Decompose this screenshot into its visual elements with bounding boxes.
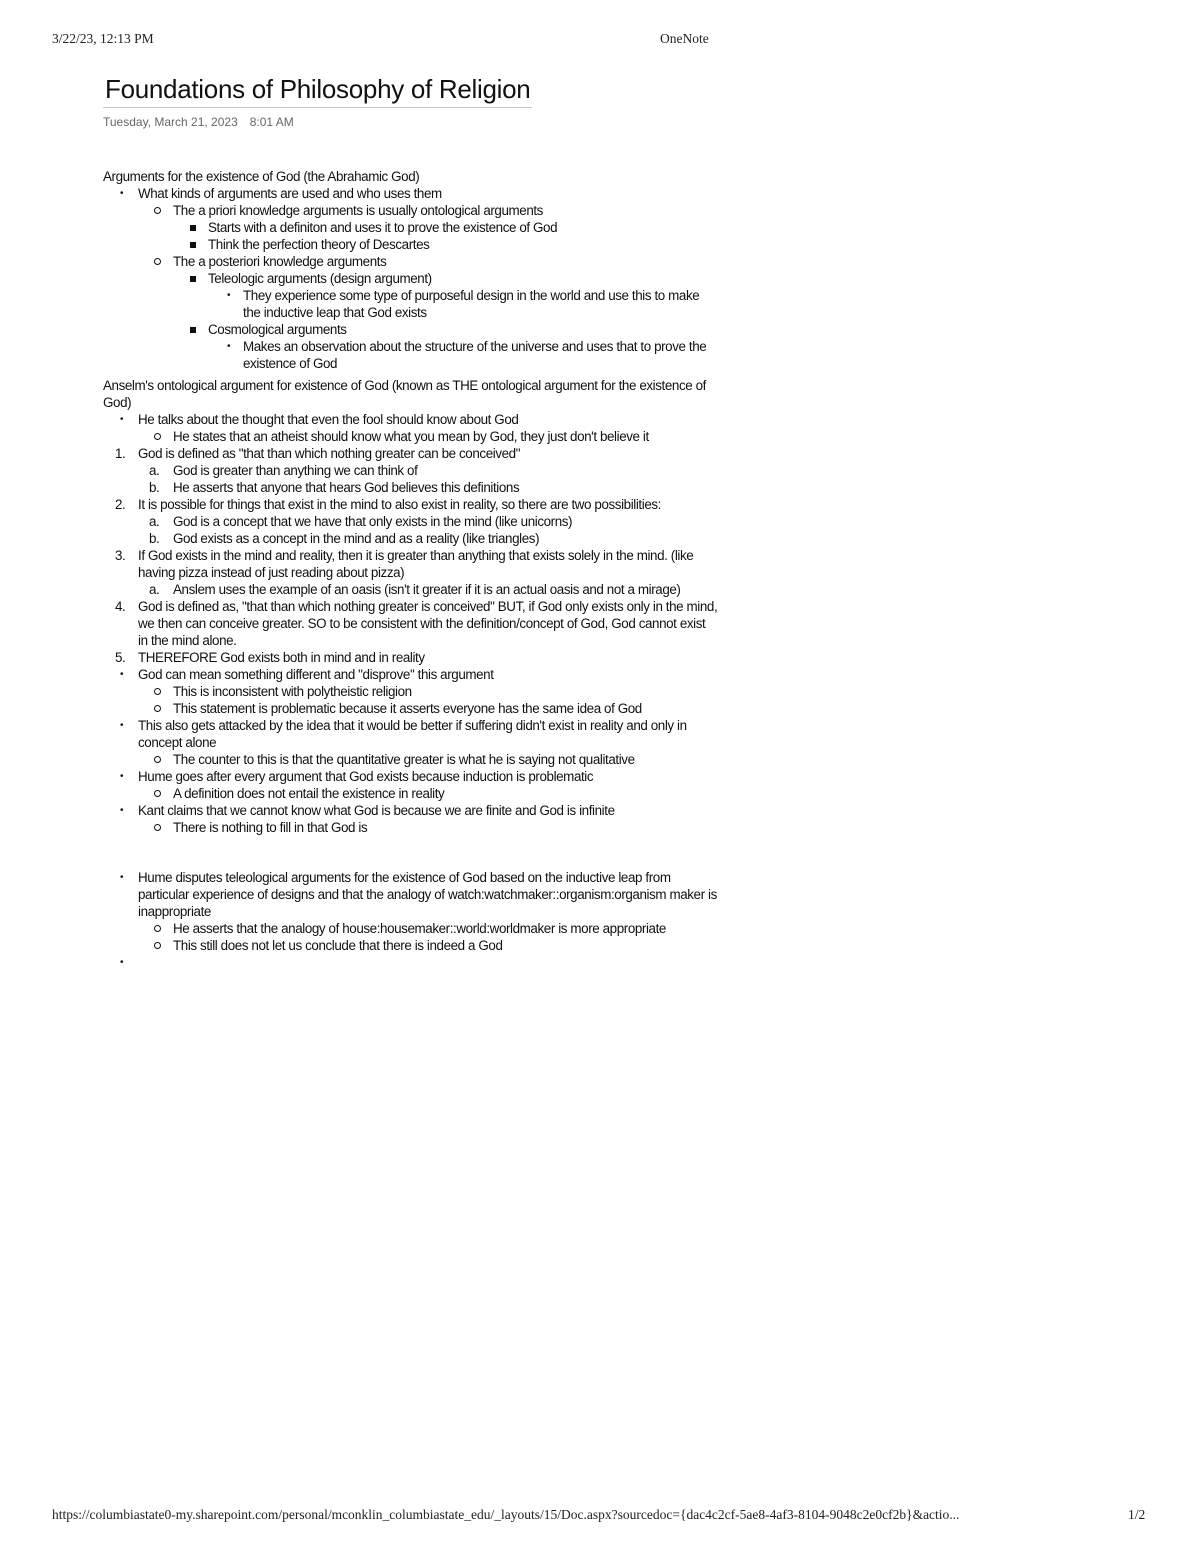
list-item-text: He asserts that anyone that hears God believes this definitions	[173, 480, 520, 495]
list-item	[115, 598, 718, 649]
bullet-list	[103, 869, 718, 971]
list-letter: b.	[149, 480, 160, 495]
list-item: This statement is problematic because it asserts everyone has the same idea of God	[173, 700, 718, 717]
list-item-text: The a posteriori knowledge arguments	[173, 254, 387, 269]
list-item-text: God is defined as, "that than which nothing greater is conceived" BUT, if God only exists only in the mind, we then can conceive greater. SO to be consistent with the definition/concept of God, God cannot exist in the mind alone.	[138, 599, 718, 648]
list-item	[149, 530, 718, 547]
sub-list	[138, 462, 718, 496]
list-item-text: This also gets attacked by the idea that it would be better if suffering didn't exist in reality and only in concept alone	[138, 718, 687, 750]
list-item-text: God exists as a concept in the mind and as a reality (like triangles)	[173, 531, 540, 546]
section-heading: Arguments for the existence of God (the Abrahamic God)	[103, 169, 420, 184]
list-item-text: If God exists in the mind and reality, then it is greater than anything that exists solely in the mind. (like having pizza instead of just reading about pizza)	[138, 548, 694, 580]
sub-list	[138, 819, 718, 836]
list-item-text: Kant claims that we cannot know what God is because we are finite and God is infinite	[138, 803, 615, 818]
list-number: 5.	[115, 650, 126, 665]
list-item-text: The a priori knowledge arguments is usually ontological arguments	[173, 203, 543, 218]
list-item	[149, 462, 718, 479]
page-time: 8:01 AM	[249, 115, 294, 129]
list-item	[115, 547, 718, 598]
sub-list	[208, 338, 718, 372]
page-number: 1/2	[1128, 1507, 1146, 1522]
list-item	[138, 768, 718, 802]
list-item-text: Hume goes after every argument that God exists because induction is problematic	[138, 769, 594, 784]
list-item	[149, 581, 718, 598]
list-item	[173, 253, 718, 372]
list-number: 3.	[115, 548, 126, 563]
page-title[interactable]: Foundations of Philosophy of Religion	[103, 74, 532, 108]
list-number: 1.	[115, 446, 126, 461]
list-item-text: What kinds of arguments are used and who uses them	[138, 186, 442, 201]
list-item-text: God is defined as "that than which nothing greater can be conceived"	[138, 446, 521, 461]
list-item: There is nothing to fill in that God is	[173, 819, 718, 836]
sub-list	[138, 683, 718, 717]
list-item: This is inconsistent with polytheistic religion	[173, 683, 718, 700]
list-item: • They experience some type of purposeful design in the world and use this to make the inductive leap that God exists	[243, 287, 718, 321]
list-item	[138, 717, 718, 768]
bullet-list	[103, 411, 718, 445]
page-url: https://columbiastate0-my.sharepoint.com/personal/mconklin_columbiastate_edu/_layouts/15/Doc.aspx?sourcedoc={dac4c2cf-5ae8-4af3-8104-9048c2e0cf2b}&actio...	[52, 1507, 960, 1522]
page-timestamp	[103, 115, 532, 129]
sub-list	[138, 581, 718, 598]
list-item: A definition does not entail the existence in reality	[173, 785, 718, 802]
section-heading: Anselm's ontological argument for existence of God (known as THE ontological argument for the existence of God)	[103, 378, 706, 410]
sub-list	[138, 513, 718, 547]
list-item	[115, 445, 718, 496]
list-item	[208, 321, 718, 372]
list-item-text: He talks about the thought that even the fool should know about God	[138, 412, 519, 427]
list-item-text: Cosmological arguments	[208, 322, 347, 337]
list-item	[138, 802, 718, 836]
page-title-block	[103, 74, 532, 129]
list-letter: a.	[149, 514, 160, 529]
sub-list	[138, 785, 718, 802]
list-item	[115, 649, 718, 666]
list-item-text: Hume disputes teleological arguments for the existence of God based on the inductive leap from particular experience of designs and that the analogy of watch:watchmaker::organism:organism maker is inappropriate	[138, 870, 717, 919]
list-item: Think the perfection theory of Descartes	[208, 236, 718, 253]
list-item-text: God is greater than anything we can think of	[173, 463, 418, 478]
list-item: • Makes an observation about the structure of the universe and uses that to prove the existence of God	[243, 338, 718, 372]
list-number: 4.	[115, 599, 126, 614]
sub-list	[173, 270, 718, 372]
sub-list	[138, 920, 718, 954]
list-item	[138, 666, 718, 717]
list-item-text: God is a concept that we have that only exists in the mind (like unicorns)	[173, 514, 573, 529]
list-letter: b.	[149, 531, 160, 546]
list-item: He asserts that the analogy of house:housemaker::world:worldmaker is more appropriate	[173, 920, 718, 937]
list-item	[149, 479, 718, 496]
list-item: Starts with a definiton and uses it to prove the existence of God	[208, 219, 718, 236]
numbered-list	[103, 445, 718, 666]
page-date: Tuesday, March 21, 2023	[103, 115, 238, 129]
list-number: 2.	[115, 497, 126, 512]
list-item: This still does not let us conclude that there is indeed a God	[173, 937, 718, 954]
sub-list	[208, 287, 718, 321]
list-item-text: THEREFORE God exists both in mind and in reality	[138, 650, 425, 665]
list-item: He states that an atheist should know what you mean by God, they just don't believe it	[173, 428, 718, 445]
list-letter: a.	[149, 463, 160, 478]
print-app-name: OneNote	[660, 31, 709, 46]
list-item	[138, 411, 718, 445]
note-content	[103, 168, 718, 971]
list-item	[173, 202, 718, 253]
list-item-text: Anslem uses the example of an oasis (isn't it greater if it is an actual oasis and not a mirage)	[173, 582, 681, 597]
bullet-list	[103, 666, 718, 836]
list-item-text: Teleologic arguments (design argument)	[208, 271, 432, 286]
list-item	[115, 496, 718, 547]
list-letter: a.	[149, 582, 160, 597]
print-datetime: 3/22/23, 12:13 PM	[52, 31, 154, 46]
list-item-empty[interactable]	[138, 954, 718, 971]
sub-list	[138, 428, 718, 445]
sub-list	[138, 202, 718, 372]
list-item	[149, 513, 718, 530]
sub-list	[138, 751, 718, 768]
bullet-list	[103, 185, 718, 372]
list-item	[208, 270, 718, 321]
list-item	[138, 869, 718, 954]
sub-list	[173, 219, 718, 253]
list-item	[138, 185, 718, 372]
list-item-text: It is possible for things that exist in the mind to also exist in reality, so there are two possibilities:	[138, 497, 661, 512]
list-item-text: God can mean something different and "disprove" this argument	[138, 667, 494, 682]
list-item: The counter to this is that the quantitative greater is what he is saying not qualitative	[173, 751, 718, 768]
